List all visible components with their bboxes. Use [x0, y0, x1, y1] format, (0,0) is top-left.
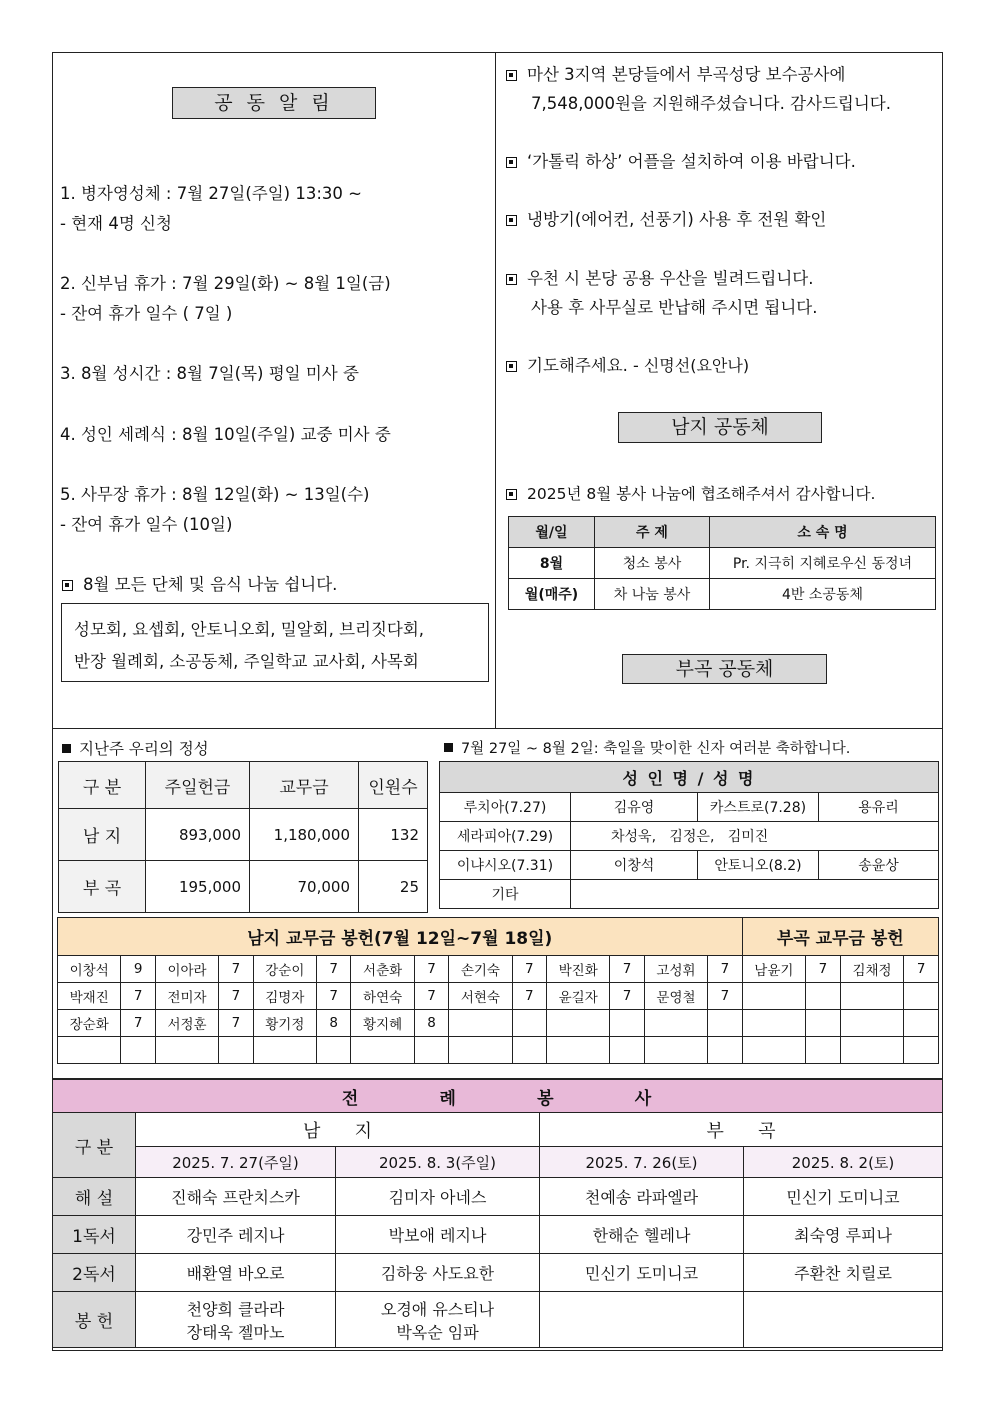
cell: 민신기 도미니코 — [540, 1254, 744, 1292]
common-notice-title: 공 동 알 림 — [172, 87, 376, 119]
cell: 차성욱, 김정은, 김미진 — [571, 822, 939, 851]
checkbox-bullet-icon — [506, 215, 517, 226]
cell: 이냐시오(7.31) — [440, 851, 571, 880]
donor-name: 서현숙 — [449, 983, 512, 1010]
table-row — [509, 579, 936, 610]
cell: 차 나눔 봉사 — [595, 579, 710, 610]
bugok-header: 부 곡 — [540, 1113, 943, 1147]
cell: 송윤상 — [819, 851, 939, 880]
checkbox-bullet-icon — [506, 274, 517, 285]
cell: 이창석 — [571, 851, 698, 880]
notice-5: 5. 사무장 휴가 : 8월 12일(화) ~ 13일(수) — [60, 485, 370, 504]
notice-2-sub: - 잔여 휴가 일수 ( 7일 ) — [60, 304, 233, 323]
donor-amount: 7 — [121, 983, 155, 1010]
donor-amount — [708, 1037, 742, 1064]
cell: 한해순 헬레나 — [540, 1216, 744, 1254]
donor-name: 박진화 — [546, 956, 609, 983]
cell: 132 — [359, 809, 428, 861]
donor-name: 손기숙 — [449, 956, 512, 983]
cell: 8월 — [509, 548, 595, 579]
donor-name: 서정훈 — [155, 1010, 218, 1037]
groups-box — [61, 603, 489, 682]
donor-name: 이창석 — [58, 956, 121, 983]
cell: 안토니오(8.2) — [698, 851, 819, 880]
donor-name: 황지혜 — [351, 1010, 414, 1037]
donor-amount: 7 — [219, 983, 253, 1010]
donor-name: 황기정 — [253, 1010, 316, 1037]
table-row — [59, 809, 428, 861]
donor-amount: 8 — [414, 1010, 448, 1037]
donor-amount: 7 — [708, 983, 742, 1010]
donor-name — [840, 1010, 904, 1037]
donor-amount: 8 — [317, 1010, 351, 1037]
donor-name: 하연숙 — [351, 983, 414, 1010]
donor-name — [546, 1037, 609, 1064]
donor-amount: 7 — [610, 983, 644, 1010]
donor-amount: 7 — [806, 956, 841, 983]
cell: 195,000 — [146, 861, 250, 913]
date-cell: 2025. 7. 26(토) — [540, 1147, 744, 1178]
col-header: 인원수 — [359, 762, 428, 809]
notice-2: 2. 신부님 휴가 : 7월 29일(화) ~ 8월 1일(금) — [60, 274, 391, 293]
donor-amount: 7 — [414, 983, 448, 1010]
right-notice-1-line2: 7,548,000원을 지원해주셨습니다. 감사드립니다. — [531, 94, 891, 113]
cell — [540, 1292, 744, 1348]
checkbox-bullet-icon — [506, 361, 517, 372]
feast-table — [439, 761, 939, 909]
cell — [571, 880, 939, 909]
right-notice-4: 우천 시 본당 공용 우산을 빌려드립니다. — [506, 265, 814, 289]
table-row — [53, 1178, 943, 1216]
checkbox-bullet-icon — [506, 157, 517, 168]
donor-amount: 9 — [121, 956, 155, 983]
donor-name — [253, 1037, 316, 1064]
namji-tithe-title: 남지 교무금 봉헌(7월 12일~7월 18일) — [58, 918, 743, 956]
namji-header: 남 지 — [136, 1113, 540, 1147]
notice-1-sub: - 현재 4명 신청 — [60, 214, 172, 233]
cell: 주환찬 치릴로 — [744, 1254, 943, 1292]
right-notice-5: 기도해주세요. - 신명선(요안나) — [506, 352, 749, 376]
col-header: 교무금 — [250, 762, 359, 809]
cell: 김미자 아네스 — [336, 1178, 540, 1216]
donor-name — [644, 1010, 707, 1037]
date-cell: 2025. 7. 27(주일) — [136, 1147, 336, 1178]
table-row — [53, 1216, 943, 1254]
donor-amount: 7 — [414, 956, 448, 983]
groups-line-1: 성모회, 요셉회, 안토니오회, 밀알회, 브리짓다회, — [74, 620, 425, 639]
cell: 25 — [359, 861, 428, 913]
donor-name: 이아라 — [155, 956, 218, 983]
cell — [744, 1292, 943, 1348]
donor-name: 김명자 — [253, 983, 316, 1010]
cell: 배환열 바오로 — [136, 1254, 336, 1292]
date-cell: 2025. 8. 2(토) — [744, 1147, 943, 1178]
table-row — [440, 793, 939, 822]
table-row — [53, 1292, 943, 1348]
notice-5-sub: - 잔여 휴가 일수 (10일) — [60, 515, 233, 534]
cell: 김하웅 사도요한 — [336, 1254, 540, 1292]
donor-amount — [904, 1037, 939, 1064]
right-notice-4-line2: 사용 후 사무실로 반납해 주시면 됩니다. — [531, 298, 818, 317]
cell: 세라피아(7.29) — [440, 822, 571, 851]
cell: 천양희 클라라 장태욱 젤마노 — [136, 1292, 336, 1348]
offering-title: 지난주 우리의 정성 — [62, 737, 209, 759]
donor-name — [742, 1037, 806, 1064]
donor-name — [449, 1037, 512, 1064]
col-header: 월/일 — [509, 517, 595, 548]
donor-amount — [414, 1037, 448, 1064]
donor-amount — [610, 1037, 644, 1064]
donor-amount — [219, 1037, 253, 1064]
donor-name: 문영철 — [644, 983, 707, 1010]
checkbox-bullet-icon — [506, 489, 517, 500]
cell: 월(매주) — [509, 579, 595, 610]
donor-amount: 7 — [219, 1010, 253, 1037]
donor-name: 고성휘 — [644, 956, 707, 983]
liturgy-title: 전 례 봉 사 — [53, 1080, 943, 1113]
donor-amount: 7 — [512, 983, 546, 1010]
donor-name — [742, 983, 806, 1010]
row-header: 부 곡 — [59, 861, 146, 913]
donor-name — [840, 1037, 904, 1064]
groups-line-2: 반장 월례회, 소공동체, 주일학교 교사회, 사목회 — [74, 652, 419, 671]
table-row — [440, 880, 939, 909]
cell: 4반 소공동체 — [710, 579, 936, 610]
donor-name: 김채정 — [840, 956, 904, 983]
table-row — [440, 822, 939, 851]
donor-name — [155, 1037, 218, 1064]
col-header: 주일헌금 — [146, 762, 250, 809]
donor-name: 전미자 — [155, 983, 218, 1010]
table-row — [509, 548, 936, 579]
donor-amount — [610, 1010, 644, 1037]
cell: 893,000 — [146, 809, 250, 861]
donor-name: 서춘화 — [351, 956, 414, 983]
cell: 박보애 레지나 — [336, 1216, 540, 1254]
cell: 70,000 — [250, 861, 359, 913]
row-header: 2독서 — [53, 1254, 136, 1292]
namji-thanks: 2025년 8월 봉사 나눔에 협조해주셔서 감사합니다. — [506, 482, 875, 504]
col-header: 주 제 — [595, 517, 710, 548]
donor-amount — [806, 983, 841, 1010]
donor-name: 강순이 — [253, 956, 316, 983]
cell: 청소 봉사 — [595, 548, 710, 579]
row-header: 1독서 — [53, 1216, 136, 1254]
cell: 김유영 — [571, 793, 698, 822]
donor-amount: 7 — [512, 956, 546, 983]
feast-title: 7월 27일 ~ 8월 2일: 축일을 맞이한 신자 여러분 축하합니다. — [444, 737, 850, 758]
row-header: 남 지 — [59, 809, 146, 861]
right-notice-2: ‘가톨릭 하상’ 어플을 설치하여 이용 바랍니다. — [506, 148, 856, 172]
section-divider — [52, 728, 943, 729]
donor-amount: 7 — [317, 983, 351, 1010]
food-notice: 8월 모든 단체 및 음식 나눔 쉽니다. — [62, 571, 337, 595]
donor-name: 남윤기 — [742, 956, 806, 983]
donor-name: 윤길자 — [546, 983, 609, 1010]
notice-1: 1. 병자영성체 : 7월 27일(주일) 13:30 ~ — [60, 184, 362, 203]
cell: 용유리 — [819, 793, 939, 822]
donor-amount — [121, 1037, 155, 1064]
donor-name — [644, 1037, 707, 1064]
bugok-community-title: 부곡 공동체 — [622, 654, 827, 684]
donor-amount — [806, 1037, 841, 1064]
table-row — [440, 851, 939, 880]
donor-amount — [512, 1037, 546, 1064]
date-cell: 2025. 8. 3(주일) — [336, 1147, 540, 1178]
right-notice-3: 냉방기(에어컨, 선풍기) 사용 후 전원 확인 — [506, 206, 826, 230]
donor-name — [546, 1010, 609, 1037]
cell: 루치아(7.27) — [440, 793, 571, 822]
donor-amount: 7 — [610, 956, 644, 983]
donor-name — [742, 1010, 806, 1037]
donor-amount — [904, 1010, 939, 1037]
cell: 민신기 도미니코 — [744, 1178, 943, 1216]
cell: 최숙영 루피나 — [744, 1216, 943, 1254]
donor-amount — [512, 1010, 546, 1037]
bugok-tithe-title: 부곡 교무금 봉헌 — [742, 918, 938, 956]
donor-amount: 7 — [904, 956, 939, 983]
table-row — [59, 861, 428, 913]
square-bullet-icon — [62, 744, 71, 753]
liturgy-table — [52, 1079, 943, 1348]
cell: 천예송 라파엘라 — [540, 1178, 744, 1216]
donor-amount: 7 — [317, 956, 351, 983]
donor-name — [58, 1037, 121, 1064]
cell: Pr. 지극히 지혜로우신 동정녀 — [710, 548, 936, 579]
namji-community-title: 남지 공동체 — [618, 412, 822, 443]
cell: 기타 — [440, 880, 571, 909]
donor-name: 장순화 — [58, 1010, 121, 1037]
checkbox-bullet-icon — [506, 70, 517, 81]
notice-4: 4. 성인 세례식 : 8월 10일(주일) 교중 미사 중 — [60, 425, 391, 444]
donor-amount: 7 — [708, 956, 742, 983]
square-bullet-icon — [444, 743, 453, 752]
cell: 1,180,000 — [250, 809, 359, 861]
row-header: 봉 헌 — [53, 1292, 136, 1348]
donor-amount — [708, 1010, 742, 1037]
col-header: 소 속 명 — [710, 517, 936, 548]
cell: 진해숙 프란치스카 — [136, 1178, 336, 1216]
donor-name — [840, 983, 904, 1010]
cell: 카스트로(7.28) — [698, 793, 819, 822]
checkbox-bullet-icon — [62, 580, 73, 591]
gubun-header: 구 분 — [53, 1113, 136, 1178]
column-divider — [495, 52, 496, 728]
donor-amount: 7 — [219, 956, 253, 983]
donor-amount — [904, 983, 939, 1010]
offering-table — [58, 761, 428, 913]
cell: 강민주 레지나 — [136, 1216, 336, 1254]
donor-name: 박재진 — [58, 983, 121, 1010]
right-notice-1: 마산 3지역 본당들에서 부곡성당 보수공사에 — [506, 61, 845, 85]
table-row — [58, 956, 939, 983]
col-header: 구 분 — [59, 762, 146, 809]
table-row — [58, 1037, 939, 1064]
donor-amount — [317, 1037, 351, 1064]
table-row — [58, 1010, 939, 1037]
table-row — [58, 983, 939, 1010]
cell: 오경애 유스티나 박옥순 임파 — [336, 1292, 540, 1348]
col-header: 성 인 명 / 성 명 — [440, 762, 939, 793]
table-row — [53, 1254, 943, 1292]
donor-name — [351, 1037, 414, 1064]
notice-3: 3. 8월 성시간 : 8월 7일(목) 평일 미사 중 — [60, 364, 359, 383]
tithe-table — [57, 917, 939, 1064]
volunteer-table — [508, 516, 936, 610]
donor-name — [449, 1010, 512, 1037]
donor-amount: 7 — [121, 1010, 155, 1037]
donor-amount — [806, 1010, 841, 1037]
row-header: 해 설 — [53, 1178, 136, 1216]
